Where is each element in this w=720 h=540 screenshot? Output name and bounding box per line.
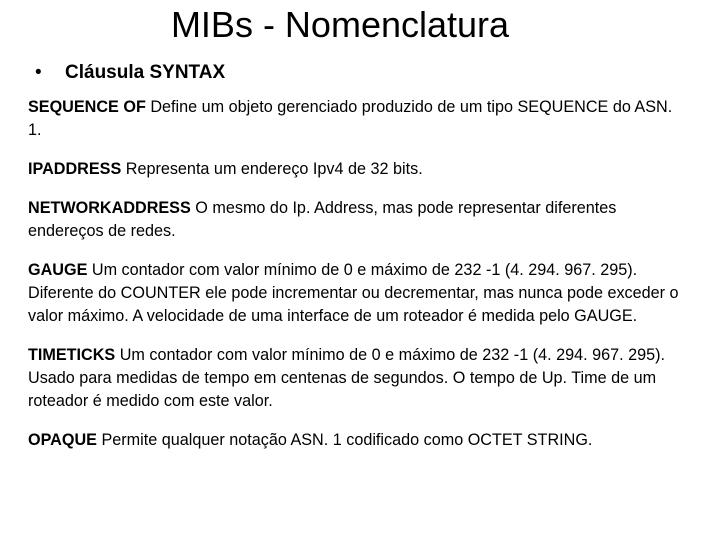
definition-term: GAUGE <box>28 261 88 279</box>
definition-term: SEQUENCE OF <box>28 98 146 116</box>
definition-timeticks <box>28 344 688 413</box>
definition-networkaddress <box>28 197 688 243</box>
definition-opaque <box>28 429 688 452</box>
definition-text: Um contador com valor mínimo de 0 e máximo de 232 -1 (4. 294. 967. 295). Usado para medidas de tempo em centenas de segundos. O tempo de Up. Time de um roteador é medido com este valor. <box>28 346 665 410</box>
bullet-marker: • <box>35 62 42 83</box>
page-title: MIBs - Nomenclatura <box>170 4 510 45</box>
definition-text: Um contador com valor mínimo de 0 e máximo de 232 -1 (4. 294. 967. 295). Diferente do COUNTER ele pode incrementar ou decrementar, mas nunca pode exceder o valor máximo. A velocidade de uma interface de um roteador é medida pelo GAUGE. <box>28 261 679 325</box>
bullet-item <box>35 60 225 86</box>
definition-term: OPAQUE <box>28 431 97 449</box>
definition-text: Representa um endereço Ipv4 de 32 bits. <box>125 160 423 178</box>
definition-term: NETWORKADDRESS <box>28 199 191 217</box>
definition-term: IPADDRESS <box>28 160 122 178</box>
definition-term: TIMETICKS <box>28 346 116 364</box>
definition-text: Define um objeto gerenciado produzido de um tipo SEQUENCE do ASN. 1. <box>28 98 673 139</box>
definition-text: Permite qualquer notação ASN. 1 codificado como OCTET STRING. <box>101 431 593 449</box>
bullet-label: Cláusula SYNTAX <box>65 62 226 83</box>
definition-list <box>28 96 688 468</box>
definition-ipaddress <box>28 158 688 181</box>
definition-sequence-of <box>28 96 688 142</box>
definition-text: O mesmo do Ip. Address, mas pode representar diferentes endereços de redes. <box>28 199 617 240</box>
definition-gauge <box>28 259 688 328</box>
